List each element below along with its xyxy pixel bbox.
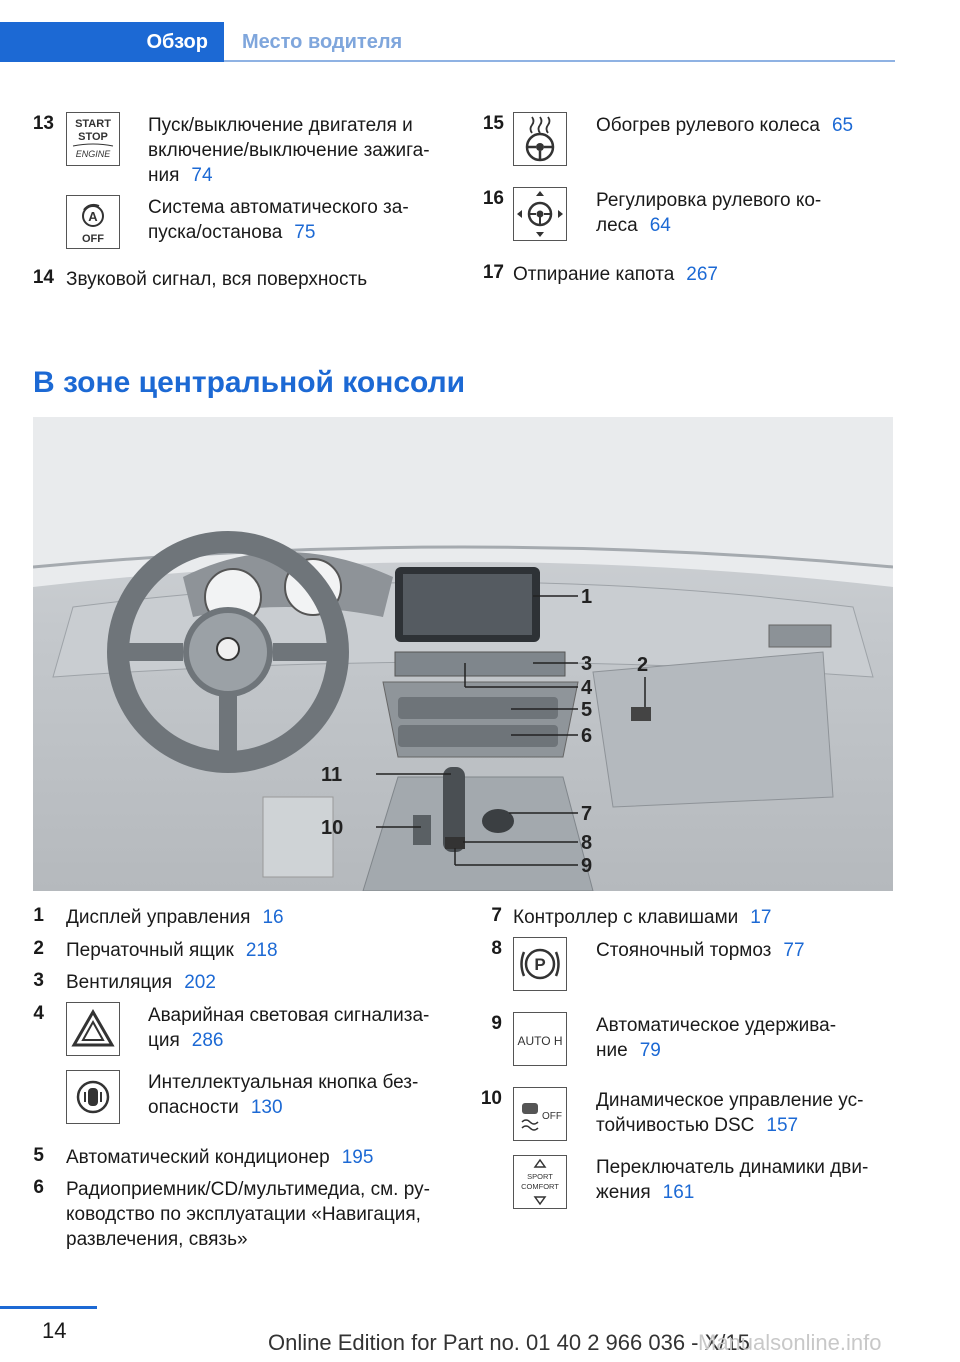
item-text: Звуковой сигнал, вся поверхность	[66, 269, 368, 290]
page-ref-link[interactable]: 267	[686, 264, 718, 285]
page-ref-link[interactable]: 157	[766, 1115, 799, 1136]
dashboard-image	[33, 417, 893, 891]
item-text-label: Пуск/выключение двигателя и включение/выключение зажига-ния	[148, 115, 430, 186]
section-title: В зоне центральной консоли	[33, 366, 466, 399]
auto-start-stop-off-icon	[66, 195, 120, 249]
item-text-label: Автоматическое удержива-ние	[596, 1015, 837, 1061]
page-ref-link[interactable]: 218	[245, 940, 278, 961]
item-number: 2	[33, 938, 44, 959]
page-ref-link[interactable]: 79	[639, 1040, 661, 1061]
page-ref-link[interactable]: 17	[750, 907, 772, 928]
item-number: 4	[33, 1003, 44, 1024]
item-text: Радиоприемник/CD/мультимедиа, см. ру-ководство по эксплуатации «Навигация, развлечения, связь»	[66, 1179, 430, 1250]
item-text-label: Динамическое управление ус-тойчивостью DSC	[596, 1090, 864, 1136]
item-text	[596, 188, 896, 238]
item-text-label: Аварийная световая сигнализа-ция	[148, 1005, 430, 1051]
item-text	[148, 1003, 453, 1053]
callout-3: 3	[581, 653, 593, 675]
item-number: 9	[491, 1013, 502, 1034]
item-text-label: Вентиляция	[66, 972, 173, 993]
item-text-label: Регулировка рулевого ко-леса	[596, 190, 822, 236]
page-ref-link[interactable]: 74	[191, 165, 213, 186]
page-ref-link[interactable]: 16	[262, 907, 284, 928]
item-text	[596, 1155, 896, 1205]
item-text	[596, 938, 896, 963]
icon-label: STOP	[78, 131, 108, 143]
icon-label: START	[75, 118, 111, 130]
item-text	[596, 1088, 896, 1138]
icon-label: ENGINE	[75, 149, 111, 159]
callout-8: 8	[581, 832, 593, 854]
callout-4: 4	[581, 677, 593, 699]
hazard-warning-icon	[66, 1002, 120, 1056]
footer-edition: Online Edition for Part no. 01 40 2 966 036 - X/15	[268, 1330, 750, 1355]
auto-hold-icon	[513, 1012, 567, 1066]
driving-dynamics-switch-icon	[513, 1155, 567, 1209]
icon-label: SPORT	[527, 1172, 553, 1181]
icon-label: OFF	[82, 233, 104, 245]
item-text-label: Интеллектуальная кнопка без-опасности	[148, 1072, 419, 1118]
callout-1: 1	[581, 586, 593, 608]
steering-wheel-heating-icon	[513, 112, 567, 166]
item-number: 13	[32, 113, 54, 134]
item-number: 16	[482, 188, 504, 209]
item-text	[596, 1013, 896, 1063]
item-text-label: Отпирание капота	[513, 264, 675, 285]
intelligent-safety-icon	[66, 1070, 120, 1124]
item-text-label: Система автоматического за-пуска/останова	[148, 197, 409, 243]
footer-watermark: Manualsonline.info	[698, 1330, 882, 1355]
callout-2: 2	[637, 654, 649, 676]
item-number: 1	[33, 905, 44, 926]
icon-label: AUTO H	[517, 1034, 563, 1048]
item-text-label: Дисплей управления	[66, 907, 251, 928]
item-text	[148, 113, 453, 188]
callout-5: 5	[581, 699, 593, 721]
item-number: 15	[482, 113, 504, 134]
callout-9: 9	[581, 855, 593, 877]
item-number: 5	[33, 1145, 44, 1166]
item-text	[513, 262, 893, 287]
item-text-label: Стояночный тормоз	[596, 940, 772, 961]
page-ref-link[interactable]: 161	[662, 1182, 695, 1203]
tab-underline	[224, 60, 895, 62]
start-stop-engine-icon	[66, 112, 120, 166]
item-number: 17	[482, 262, 504, 283]
page-ref-link[interactable]: 195	[341, 1147, 374, 1168]
callout-11: 11	[321, 764, 343, 786]
item-text	[513, 905, 893, 930]
steering-wheel-adjust-icon	[513, 187, 567, 241]
item-number: 3	[33, 970, 44, 991]
item-text-label: Перчаточный ящик	[66, 940, 234, 961]
item-text	[66, 938, 456, 963]
page-ref-link[interactable]: 286	[191, 1030, 224, 1051]
item-number: 6	[33, 1177, 44, 1198]
page-ref-link[interactable]: 64	[649, 215, 671, 236]
icon-label: COMFORT	[521, 1182, 559, 1191]
callout-6: 6	[581, 725, 593, 747]
item-text	[596, 113, 896, 138]
page-ref-link[interactable]: 65	[831, 115, 854, 136]
parking-brake-icon	[513, 937, 567, 991]
item-number: 8	[491, 938, 502, 959]
item-number: 7	[491, 905, 502, 926]
header-tabs	[0, 0, 895, 62]
item-text-label: Контроллер с клавишами	[513, 907, 739, 928]
callout-7: 7	[581, 803, 593, 825]
page-number: 14	[42, 1318, 67, 1343]
item-text-label: Переключатель динамики дви-жения	[596, 1157, 869, 1203]
tab-overview[interactable]: Обзор	[0, 22, 224, 62]
page-ref-link[interactable]: 77	[783, 940, 805, 961]
dsc-off-icon	[513, 1087, 567, 1141]
callout-10: 10	[321, 817, 344, 839]
item-text	[148, 195, 453, 245]
page-ref-link[interactable]: 130	[250, 1097, 283, 1118]
icon-label: A	[88, 209, 98, 224]
item-text-label: Автоматический кондиционер	[66, 1147, 330, 1168]
tab-driver-area[interactable]: Место водителя	[242, 30, 403, 53]
item-text	[66, 1145, 456, 1170]
item-text-label: Обогрев рулевого колеса	[596, 115, 820, 136]
item-text	[66, 905, 456, 930]
item-text	[66, 970, 456, 995]
svg-text:P: P	[534, 955, 546, 974]
icon-label: OFF	[542, 1111, 562, 1122]
page-number-rule	[0, 1306, 97, 1309]
item-number: 10	[480, 1088, 502, 1109]
page-ref-link[interactable]: 202	[184, 972, 216, 993]
item-number: 14	[32, 267, 54, 288]
page-ref-link[interactable]: 75	[294, 222, 316, 243]
item-text	[148, 1070, 453, 1120]
